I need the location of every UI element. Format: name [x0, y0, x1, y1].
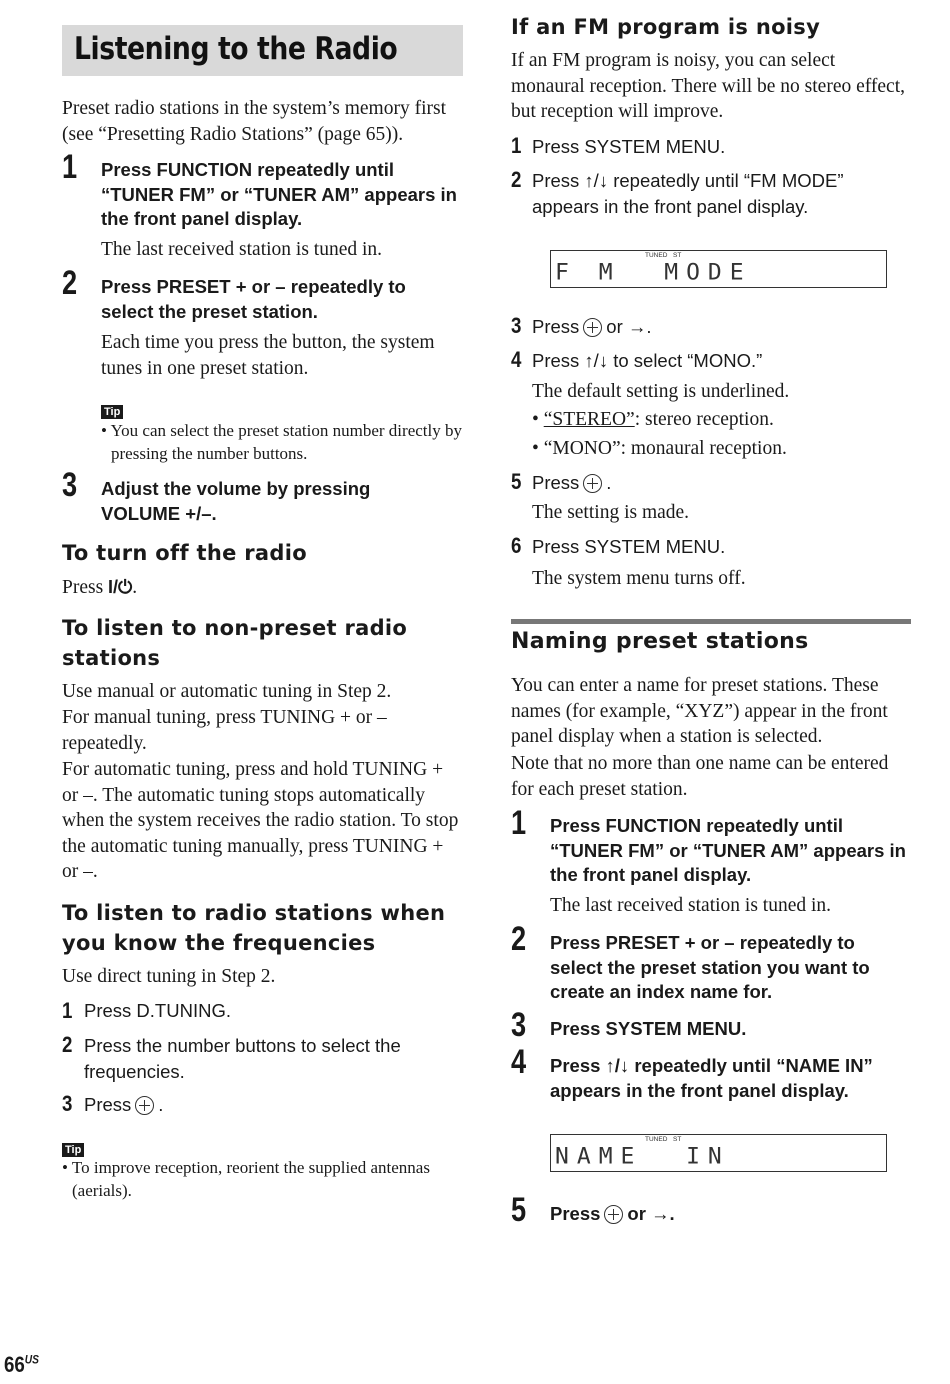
page-title: Listening to the Radio: [74, 31, 398, 67]
step-text: Press PRESET + or – repeatedly to select the preset station you want to create an index name for.: [550, 932, 870, 1002]
step-text: Press .: [532, 472, 612, 493]
step-note: The last received station is tuned in.: [101, 239, 383, 260]
stereo-indicator: ST: [673, 1136, 682, 1143]
step-number: 4: [511, 347, 522, 372]
step-text: Press .: [84, 1094, 164, 1115]
tip-text: • To improve reception, reorient the supplied antennas (aerials).: [62, 1158, 430, 1200]
section-heading: To listen to non-preset radio stations: [62, 616, 408, 670]
section-heading: If an FM program is noisy: [511, 15, 821, 39]
step-text: Press ↑/↓ repeatedly until “NAME IN” appears in the front panel display.: [550, 1055, 873, 1101]
title-box: [62, 25, 463, 76]
step-note: The last received station is tuned in.: [550, 895, 832, 916]
tip-text: • You can select the preset station number directly by pressing the number buttons.: [101, 421, 462, 463]
paragraph: Use manual or automatic tuning in Step 2.: [62, 681, 392, 702]
step-text: Press or →.: [550, 1203, 675, 1224]
step-text: Press FUNCTION repeatedly until “TUNER FM” or “TUNER AM” appears in the front panel display.: [101, 159, 457, 229]
stereo-indicator: ST: [673, 252, 682, 259]
step-text: Press or →.: [532, 316, 652, 337]
front-panel-display: [550, 1134, 887, 1172]
step-number: 3: [62, 1091, 73, 1116]
enter-icon: [135, 1096, 154, 1115]
section-rule: [511, 619, 911, 624]
step-number: 6: [511, 533, 522, 558]
step-text: Press FUNCTION repeatedly until “TUNER FM” or “TUNER AM” appears in the front panel display.: [550, 815, 906, 885]
display-text: NAME IN: [555, 1144, 730, 1170]
tuned-indicator: TUNED: [645, 252, 668, 259]
tuned-indicator: TUNED: [645, 1136, 668, 1143]
page-number: $66^{US}$: [4, 1352, 39, 1377]
paragraph: Use direct tuning in Step 2.: [62, 966, 276, 987]
step-number: 3: [511, 313, 522, 338]
paragraph: The system menu turns off.: [532, 568, 746, 589]
paragraph: Note that no more than one name can be entered for each preset station.: [511, 753, 889, 800]
step-number: 2: [511, 167, 522, 192]
step-number: 2: [511, 920, 527, 958]
enter-icon: [604, 1205, 623, 1224]
step-text: Press SYSTEM MENU.: [532, 536, 726, 557]
enter-icon: [583, 318, 602, 337]
step-text: Press ↑/↓ to select “MONO.”: [532, 350, 763, 371]
option-stereo: • “STEREO”: stereo reception.: [532, 409, 774, 430]
option-mono: • “MONO”: monaural reception.: [532, 438, 787, 459]
paragraph: You can enter a name for preset stations. These names (for example, “XYZ”) appear in the front panel display when a station is selected.: [511, 675, 888, 748]
paragraph: The default setting is underlined.: [532, 381, 790, 402]
step-number: 1: [511, 133, 522, 158]
turn-off-text: Press I/⏻.: [62, 577, 138, 598]
step-number: 3: [62, 466, 78, 504]
step-text: Press the number buttons to select the frequencies.: [84, 1035, 401, 1082]
display-text: F M MODE: [555, 260, 752, 286]
step-number: 5: [511, 1191, 527, 1229]
tip-label: Tip: [62, 1140, 84, 1158]
step-note: Each time you press the button, the system tunes in one preset station.: [101, 332, 435, 379]
section-heading: Naming preset stations: [511, 629, 809, 654]
step-number: 1: [62, 998, 73, 1023]
step-text: Press D.TUNING.: [84, 1000, 231, 1021]
enter-icon: [583, 474, 602, 493]
step-text: Press PRESET + or – repeatedly to select the preset station.: [101, 276, 406, 322]
paragraph: For automatic tuning, press and hold TUNING + or –. The automatic tuning stops automatically when the system receives the radio station. To stop the automatic tuning manually, press TUNING + or –.: [62, 759, 459, 883]
paragraph: The setting is made.: [532, 502, 690, 523]
step-text: Press ↑/↓ repeatedly until “FM MODE” appears in the front panel display.: [532, 170, 844, 217]
step-text: Press SYSTEM MENU.: [550, 1018, 747, 1039]
step-number: 5: [511, 469, 522, 494]
paragraph: If an FM program is noisy, you can select monaural reception. There will be no stereo effect, but reception will improve.: [511, 50, 905, 123]
step-number: 4: [511, 1043, 527, 1081]
step-number: 1: [62, 148, 78, 186]
section-heading: To listen to radio stations when you know the frequencies: [62, 901, 446, 955]
step-text: Adjust the volume by pressing VOLUME +/–.: [101, 478, 371, 524]
step-number: 3: [511, 1006, 527, 1044]
step-number: 2: [62, 264, 78, 302]
step-number: 1: [511, 804, 527, 842]
tip-label: Tip: [101, 402, 123, 420]
front-panel-display: [550, 250, 887, 288]
step-number: 2: [62, 1032, 73, 1057]
power-icon: I/⏻: [108, 577, 133, 597]
section-heading: To turn off the radio: [62, 541, 307, 565]
step-text: Press SYSTEM MENU.: [532, 136, 726, 157]
intro-text: Preset radio stations in the system’s memory first (see “Presetting Radio Stations” (page 65)).: [62, 98, 446, 145]
paragraph: For manual tuning, press TUNING + or – repeatedly.: [62, 707, 387, 754]
